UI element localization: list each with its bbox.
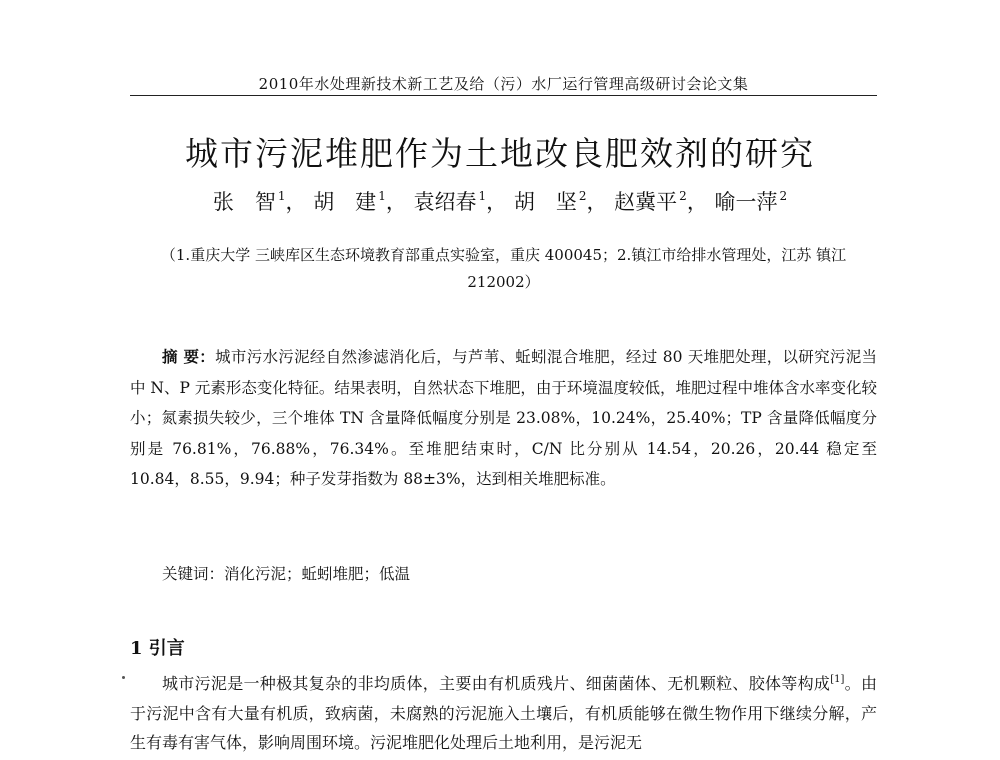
body-text-continued: 。由于污泥中含有大量有机质，致病菌，未腐熟的污泥施入土壤后，有机质能够在微生物作用下继续分解，产生有毒有害气体，影响周围环境。污泥堆肥化处理后土地利用，是污泥无 — [130, 674, 877, 752]
author-list: 张 智 $^1$， 胡 建 $^1$， 袁绍春 $^1$， 胡 坚 $^2$， 赵冀平 $^2$， 喻一萍 $^2$ — [212, 189, 788, 214]
author-name: 胡 坚 — [513, 190, 577, 214]
paper-title: 城市污泥堆肥作为土地改良肥效剂的研究 — [185, 134, 815, 173]
affiliation: （1.重庆大学 三峡库区生态环境教育部重点实验室，重庆 400045；2.镇江市给排水管理处，江苏 镇江 212002） — [160, 246, 847, 291]
body-text: 城市污泥是一种极其复杂的非均质体，主要由有机质残片、细菌菌体、无机颗粒、胶体等构成 — [162, 674, 831, 693]
header-rule — [130, 95, 877, 96]
author-affiliation-mark: 1 — [277, 189, 286, 203]
abstract — [130, 342, 877, 495]
keywords — [162, 562, 877, 584]
section-heading: 1 引言 — [130, 638, 185, 659]
keywords-text: 消化污泥；蚯蚓堆肥；低温 — [224, 565, 411, 583]
author-name: 赵冀平 — [614, 190, 678, 214]
author-affiliation-mark: 2 — [779, 189, 788, 203]
author-name: 袁绍春 — [413, 190, 477, 214]
citation: [1] — [830, 674, 845, 685]
author-affiliation-mark: 2 — [679, 189, 687, 203]
author-name: 胡 建 — [313, 190, 377, 214]
author-affiliation-mark: 2 — [578, 189, 587, 203]
running-header: 2010年水处理新技术新工艺及给（污）水厂运行管理高级研讨会论文集 — [258, 75, 749, 93]
body-paragraph — [130, 665, 877, 758]
author-name: 喻一萍 — [714, 190, 778, 214]
author-name: 张 智 — [212, 190, 276, 214]
author-affiliation-mark: 1 — [478, 189, 487, 203]
author-affiliation-mark: 1 — [378, 189, 386, 203]
abstract-label: 摘 要： — [162, 347, 216, 366]
abstract-text: 城市污水污泥经自然渗滤消化后，与芦苇、蚯蚓混合堆肥，经过 80 天堆肥处理，以研究污泥当中 N、P 元素形态变化特征。结果表明，自然状态下堆肥，由于环境温度较低，堆肥过程中堆体含水率变化较小；氮素损失较少，三个堆体 TN 含量降低幅度分别是 23.08%，10.24%，25.40%；TP 含量降低幅度分别是 76.81%，76.88%，76.34%。至堆肥结束时，C/N 比分别从 14.54，20.26，20.44 稳定至 10.84，8.55，9.94；种子发芽指数为 88±3%，达到相关堆肥标准。 — [130, 348, 877, 488]
margin-mark — [122, 676, 125, 679]
keywords-label: 关键词： — [162, 565, 225, 583]
